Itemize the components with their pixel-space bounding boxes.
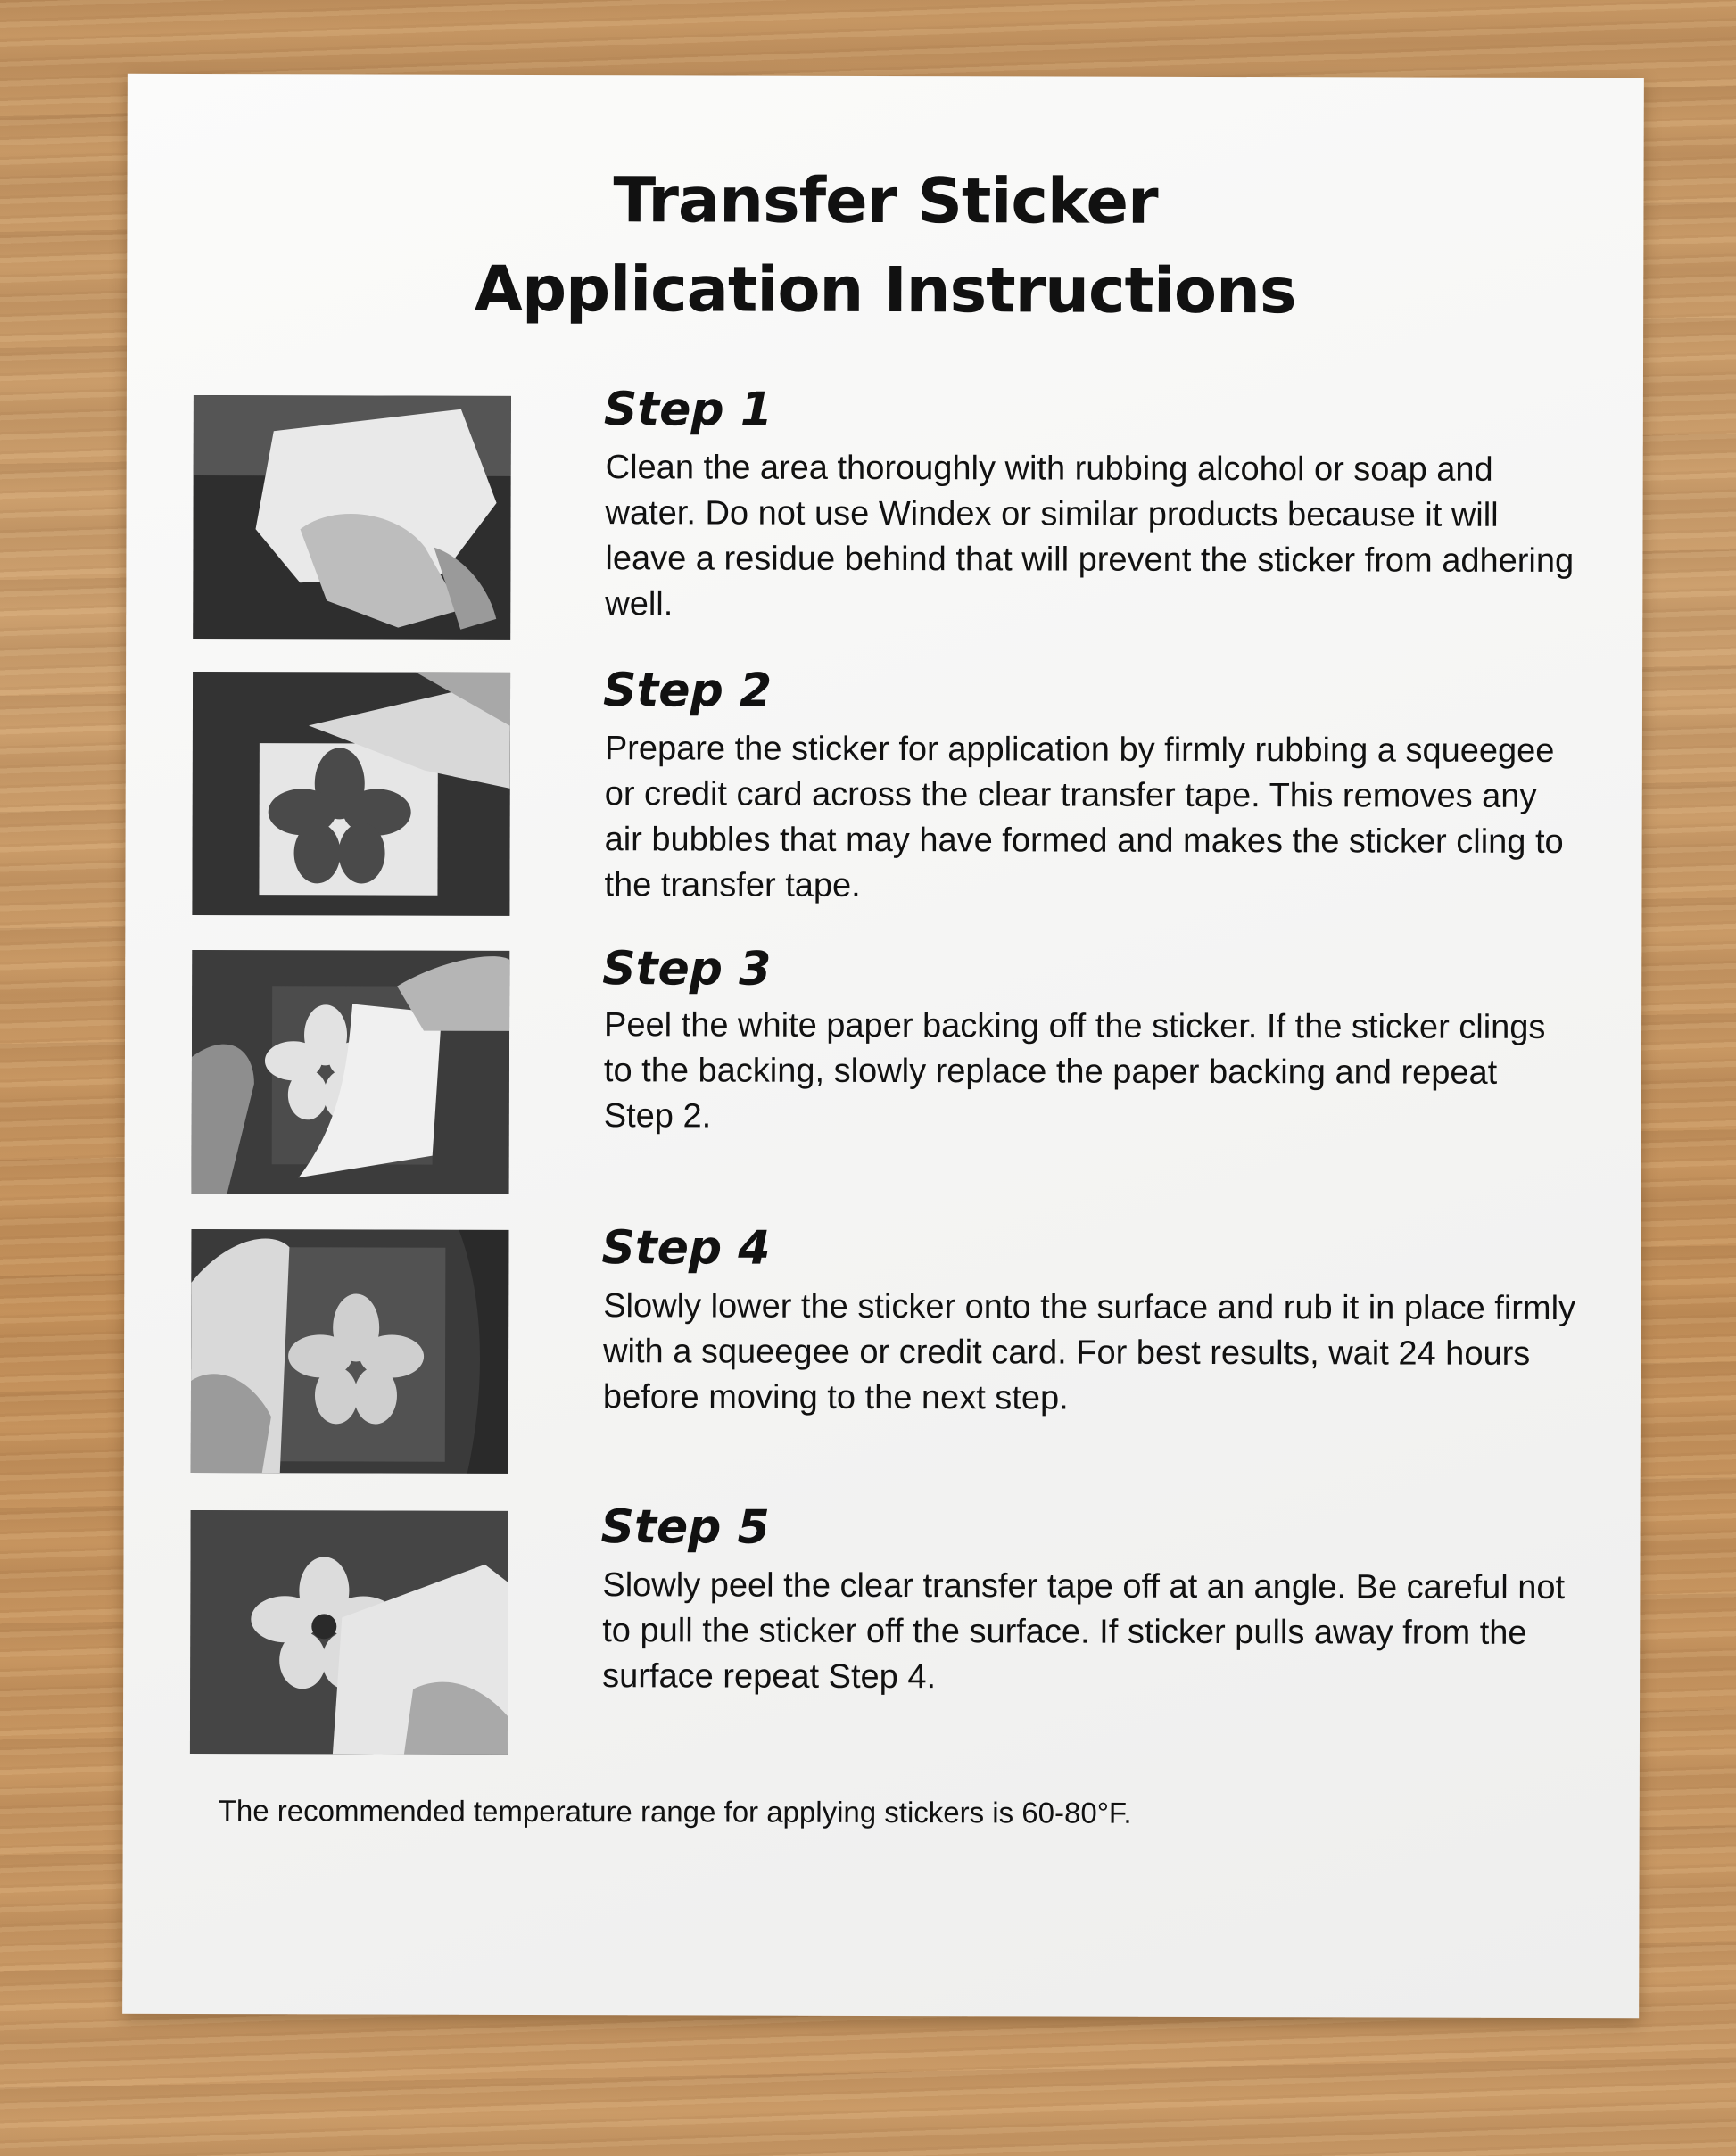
step-1-text: Clean the area thoroughly with rubbing alcohol or soap and water. Do not use Windex or similar products because it will leave a residue behind that will prevent the sticker from adhering well. bbox=[605, 449, 1575, 624]
title-line-1: Transfer Sticker bbox=[613, 163, 1158, 238]
step-5-text: Slowly peel the clear transfer tape off at an angle. Be careful not to pull the sticker off the surface. If sticker pulls away from the surface repeat Step 4. bbox=[602, 1566, 1566, 1697]
step-1-photo bbox=[193, 395, 511, 640]
instruction-sheet bbox=[122, 74, 1644, 2018]
step-4-photo bbox=[191, 1229, 509, 1474]
step-2-heading: Step 2 bbox=[602, 664, 773, 718]
step-5-heading: Step 5 bbox=[600, 1500, 770, 1555]
title-line-2: Application Instructions bbox=[474, 252, 1296, 328]
temperature-note: The recommended temperature range for applying stickers is 60-80°F. bbox=[218, 1794, 1132, 1830]
step-5-photo bbox=[190, 1510, 508, 1755]
step-2-text: Prepare the sticker for application by firmly rubbing a squeegee or credit card across the clear transfer tape. This removes any air bubbles that may have formed and makes the sticker cling to the transfer tape. bbox=[604, 730, 1564, 905]
step-2-photo bbox=[192, 672, 510, 916]
step-3-text: Peel the white paper backing off the sticker. If the sticker clings to the backing, slowly replace the paper backing and repeat Step 2. bbox=[603, 1006, 1546, 1136]
step-3-heading: Step 3 bbox=[602, 942, 772, 996]
step-1-heading: Step 1 bbox=[603, 383, 773, 437]
step-3-photo bbox=[192, 950, 510, 1194]
step-4-heading: Step 4 bbox=[601, 1221, 771, 1276]
step-4-text: Slowly lower the sticker onto the surface and rub it in place firmly with a squeegee or credit card. For best results, wait 24 hours before moving to the next step. bbox=[602, 1287, 1576, 1417]
